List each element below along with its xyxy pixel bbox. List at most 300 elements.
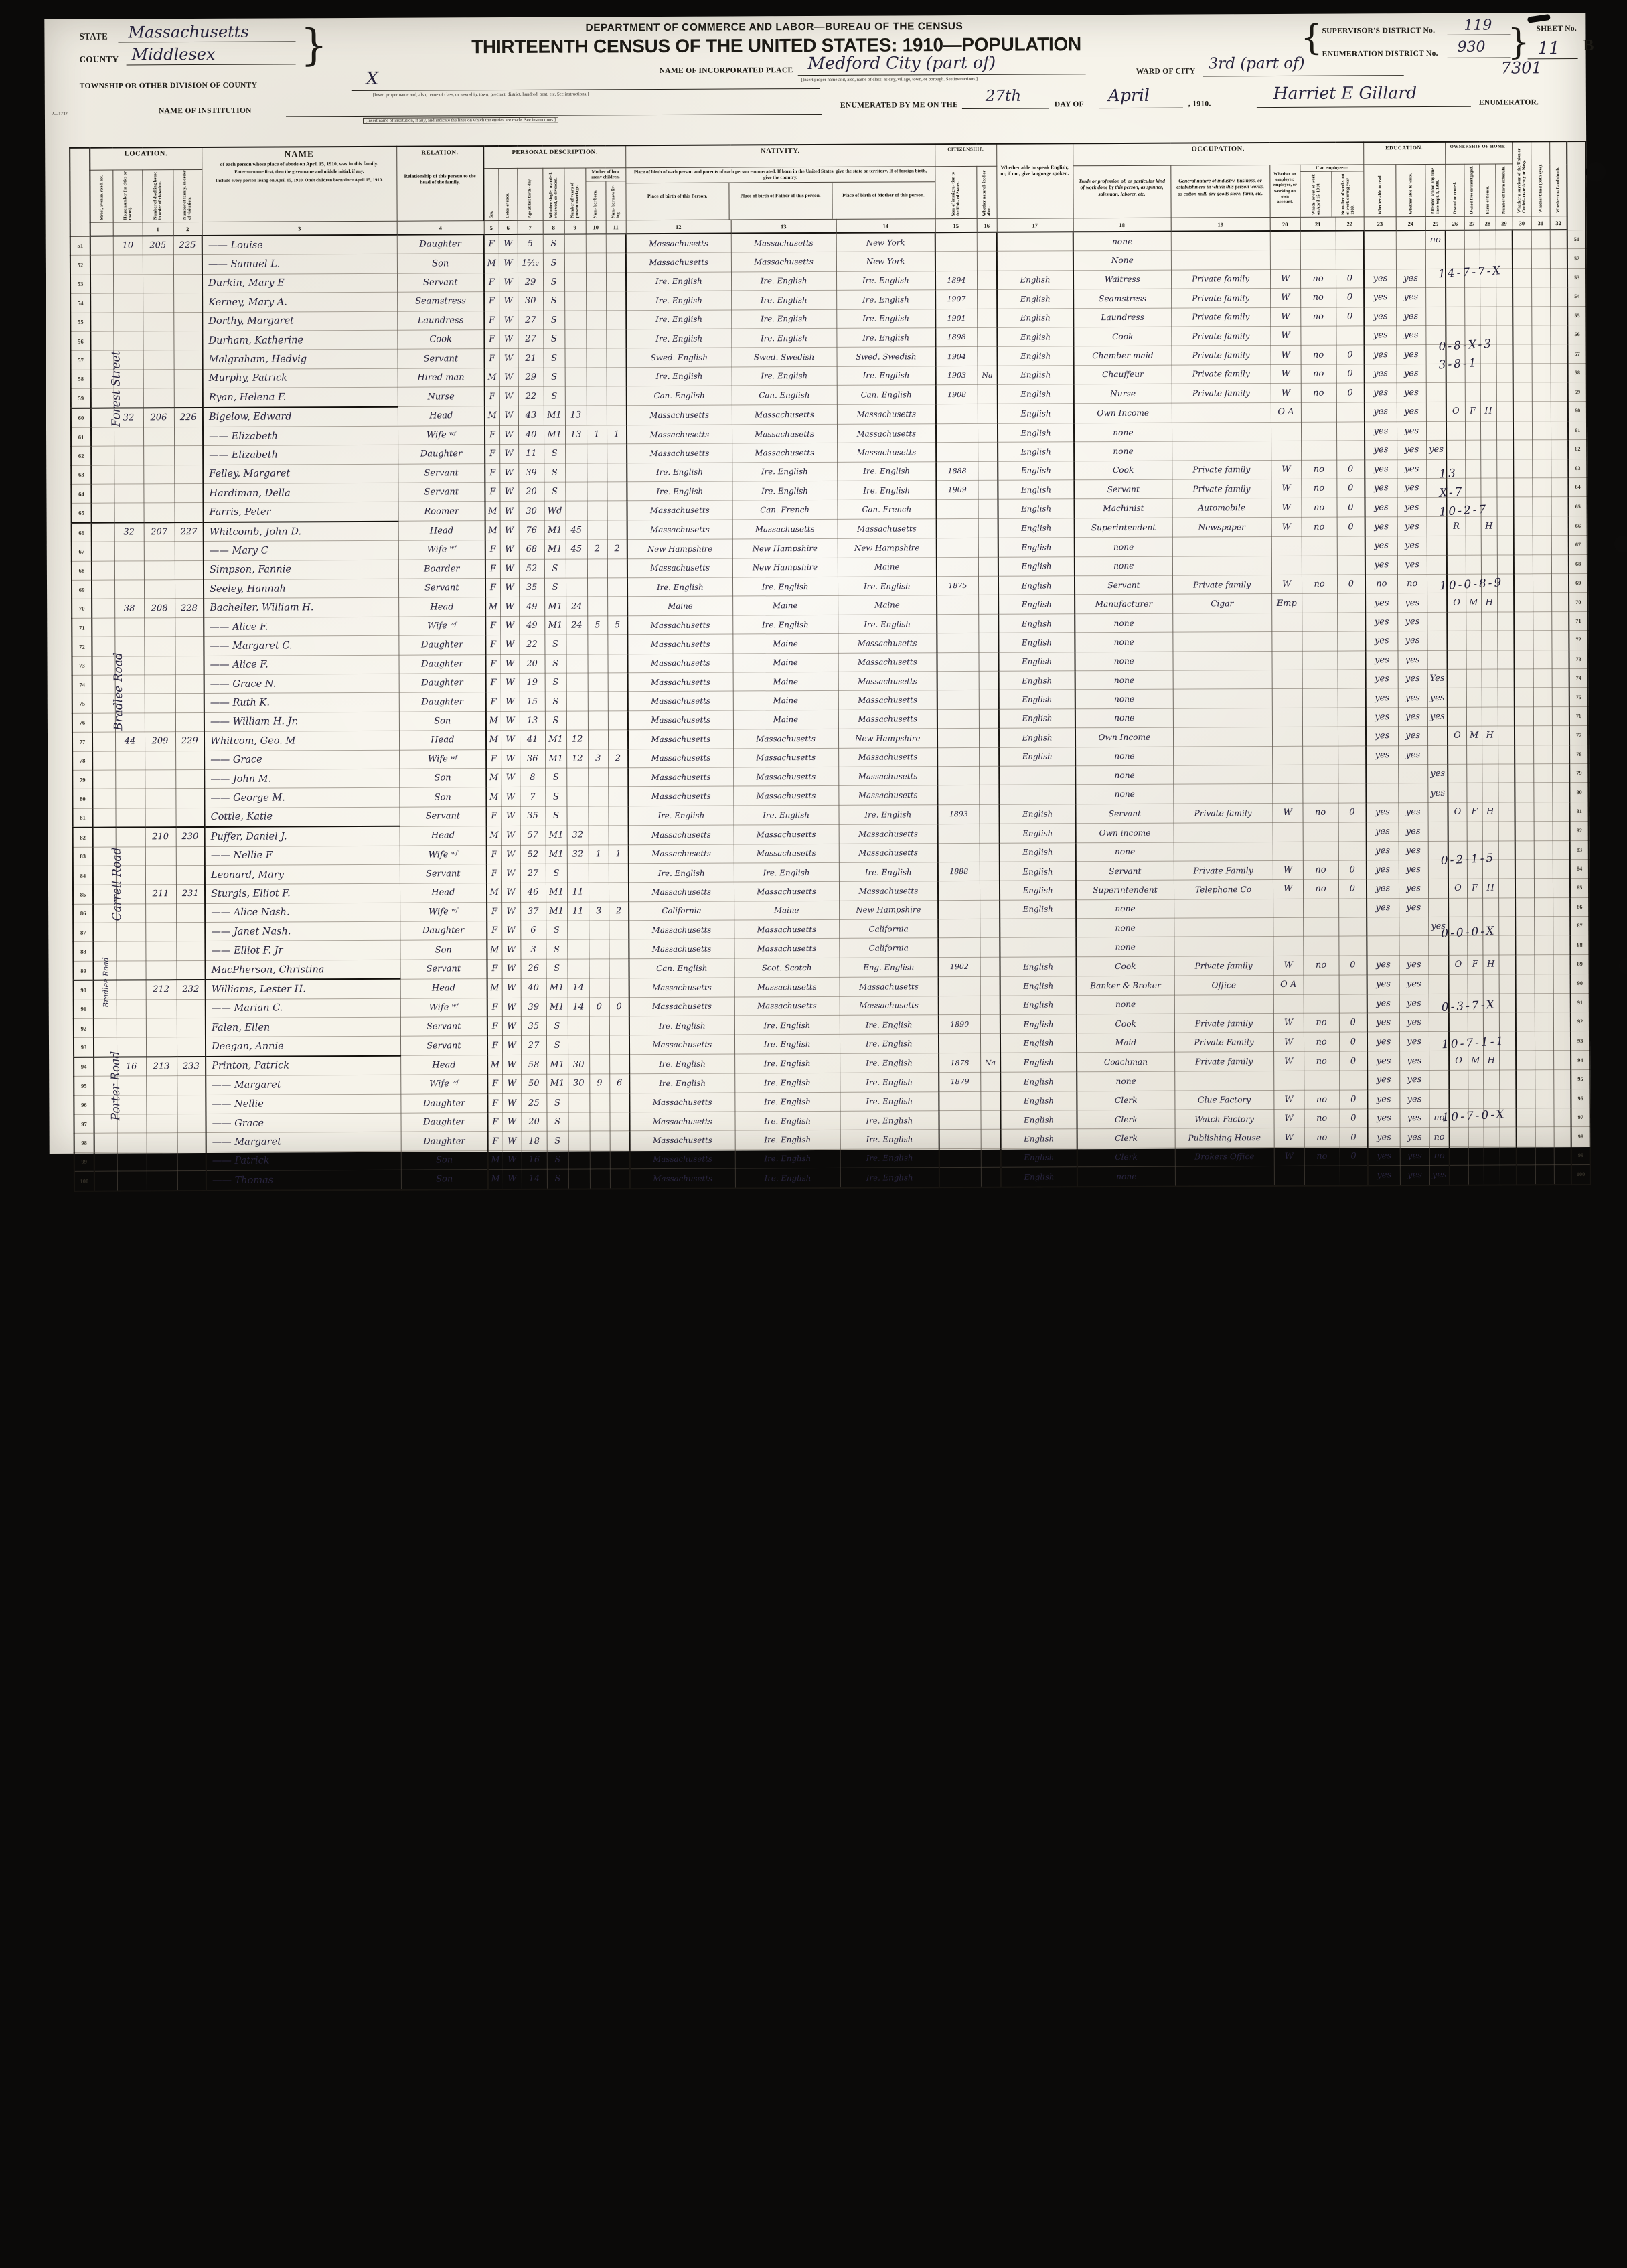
cell-birthplace — [609, 1055, 629, 1074]
cell-birthplace_mother: Massachusetts — [734, 977, 840, 997]
cell-house — [92, 522, 114, 542]
cell-english — [980, 996, 1000, 1015]
column-number-31: 31 — [1531, 216, 1550, 230]
cell-margin_note: H — [1482, 879, 1498, 897]
cell-english — [978, 595, 998, 615]
cell-occupation: English — [998, 633, 1075, 652]
cell-margin_note — [1535, 1146, 1554, 1165]
cell-english — [979, 709, 999, 729]
cell-age: W — [499, 406, 518, 425]
cell-english — [980, 900, 1000, 919]
cell-margin_note — [1484, 1127, 1500, 1146]
cell-school: yes — [1399, 841, 1428, 860]
cell-margin_note: 54 — [1567, 287, 1586, 307]
cell-margin_note — [1515, 745, 1533, 764]
cell-line: 85 — [73, 885, 93, 904]
cell-margin_note — [1551, 344, 1568, 364]
cell-sex: Servant — [400, 959, 487, 978]
cell-family: 213 — [146, 1057, 177, 1076]
cell-farm — [1468, 1089, 1483, 1108]
cell-marital: 14 — [522, 1169, 547, 1189]
cell-age: W — [499, 329, 518, 349]
cell-margin_note — [1482, 669, 1498, 688]
cell-read: 0 — [1340, 1128, 1368, 1147]
cell-name — [174, 388, 203, 408]
cell-house — [92, 770, 115, 789]
cell-mortgage — [1450, 1128, 1468, 1147]
dwelling-number-column-header: Number of dwelling house in order of visitation. — [142, 170, 173, 222]
cell-line: 61 — [71, 427, 91, 447]
cell-birthplace — [607, 597, 627, 616]
deaf-column-header: Whether deaf and dumb. — [1549, 141, 1567, 216]
cell-naturalized — [937, 614, 978, 633]
cell-birthplace_father: Massachusetts — [629, 844, 734, 864]
sheet-value: 11 — [1537, 38, 1560, 59]
cell-sex: Son — [401, 1170, 488, 1189]
ward-value: 3rd (part of) — [1208, 54, 1305, 73]
cell-margin_note — [1480, 307, 1496, 325]
cell-sex: Servant — [400, 806, 487, 826]
cell-mortgage — [1450, 1146, 1468, 1166]
read-column-header: Whether able to read. — [1363, 165, 1395, 217]
cell-relation: Dorthy, Margaret — [202, 311, 397, 331]
cell-children_living — [588, 654, 608, 673]
cell-industry: Superintendent — [1076, 880, 1174, 899]
cell-color: F — [485, 425, 499, 444]
cell-immigration_year: New York — [836, 252, 935, 271]
cell-margin_note — [1535, 1108, 1554, 1128]
cell-margin_note — [1553, 974, 1571, 993]
cell-margin_note — [1534, 917, 1553, 936]
cell-name — [173, 293, 202, 313]
cell-birthplace — [607, 520, 627, 540]
cell-family — [145, 770, 175, 789]
cell-birthplace_father: Massachusetts — [627, 558, 732, 578]
cell-margin_note — [1552, 726, 1569, 745]
cell-sex: Daughter — [399, 692, 486, 712]
cell-employer: Watch Factory — [1175, 1109, 1274, 1128]
cell-employer: Telephone Co — [1174, 880, 1273, 899]
cell-name — [175, 542, 204, 561]
cell-marital: 21 — [518, 349, 544, 368]
cell-immigration_year: Ire. English — [840, 1053, 939, 1073]
cell-farm — [1468, 1070, 1483, 1089]
cell-birthplace: 1 — [609, 844, 629, 864]
cell-children_born — [567, 864, 589, 883]
cell-write: yes — [1365, 383, 1397, 402]
cell-read — [1339, 975, 1367, 994]
cell-dwelling — [114, 503, 143, 522]
cell-mortgage — [1450, 1165, 1468, 1185]
cell-out_of_work — [1272, 784, 1302, 804]
cell-name — [173, 350, 202, 370]
cell-birthplace_father: Massachusetts — [628, 729, 733, 749]
cell-marital: 15 — [520, 692, 545, 712]
cell-line: 83 — [73, 847, 93, 866]
cell-read: 0 — [1336, 269, 1364, 289]
cell-children_born — [565, 444, 587, 463]
cell-age: W — [501, 940, 520, 960]
cell-birthplace_mother: Ire. English — [734, 1073, 840, 1093]
cell-birthplace — [610, 1131, 630, 1150]
cell-industry: Servant — [1076, 861, 1174, 881]
cell-house — [93, 828, 116, 847]
cell-margin_note — [1498, 898, 1515, 917]
cell-color: F — [485, 387, 499, 406]
cell-years_married: Wd — [544, 502, 566, 521]
cell-margin_note: 66 — [1569, 516, 1587, 536]
cell-weeks_out — [1303, 842, 1338, 861]
cell-immigration_year: Massachusetts — [838, 652, 937, 672]
cell-margin_note — [1515, 802, 1534, 822]
column-number-6: 6 — [499, 220, 518, 234]
cell-owned — [1427, 593, 1447, 613]
cell-birthplace — [607, 463, 627, 482]
cell-margin_note — [1496, 459, 1513, 478]
cell-employer: Private family — [1172, 364, 1271, 384]
cell-farm — [1466, 783, 1482, 802]
cell-school: yes — [1399, 955, 1429, 974]
cell-out_of_work: W — [1273, 1033, 1304, 1052]
cell-margin_note — [1515, 840, 1534, 860]
cell-mortgage — [1448, 898, 1467, 917]
cell-relation: —— Nellie F — [205, 846, 400, 866]
cell-years_married: S — [543, 311, 564, 330]
cell-school: yes — [1397, 631, 1427, 651]
cell-margin_note — [1497, 612, 1514, 631]
cell-weeks_out: no — [1302, 498, 1337, 518]
cell-margin_note — [1480, 364, 1496, 382]
cell-age: W — [501, 921, 520, 940]
cell-mortgage — [1446, 287, 1464, 307]
cell-sex: Son — [397, 254, 484, 273]
cell-margin_note — [1496, 230, 1513, 249]
cell-farm — [1466, 707, 1482, 726]
cell-house — [92, 618, 114, 637]
cell-children_living — [587, 558, 607, 578]
cell-weeks_out — [1302, 594, 1337, 613]
cell-english — [978, 423, 998, 443]
cell-birthplace_mother: Massachusetts — [733, 729, 838, 748]
cell-write: yes — [1365, 555, 1397, 575]
cell-weeks_out: no — [1303, 879, 1338, 899]
cell-margin_note — [1497, 631, 1514, 650]
cell-weeks_out: no — [1301, 460, 1336, 479]
cell-birthplace_father: Swed. English — [627, 348, 732, 367]
cell-immigration_year: Massachusetts — [838, 690, 937, 710]
cell-margin_note — [1514, 516, 1533, 536]
cell-occupation — [999, 785, 1075, 804]
cell-marital: 41 — [520, 730, 545, 749]
cell-house — [94, 1171, 117, 1191]
cell-margin_note — [1480, 287, 1496, 306]
cell-years_married: S — [544, 559, 566, 579]
cell-children_born — [565, 482, 587, 502]
cell-margin_note — [1480, 440, 1496, 459]
cell-weeks_out — [1303, 917, 1338, 937]
cell-english — [980, 957, 1000, 976]
cell-occupation — [997, 232, 1073, 251]
cell-birthplace — [610, 1169, 630, 1189]
cell-weeks_out — [1302, 708, 1338, 727]
street-name-porter-road: Porter Road — [108, 1051, 123, 1121]
cell-birthplace — [606, 329, 626, 349]
cell-house — [92, 542, 114, 561]
cell-line: 79 — [72, 770, 92, 789]
cell-house — [93, 923, 116, 942]
cell-immigration_year: Massachusetts — [839, 824, 938, 844]
cell-relation: Bacheller, William H. — [204, 598, 398, 618]
cell-margin_note: 53 — [1567, 268, 1586, 287]
cell-weeks_out — [1302, 651, 1338, 670]
cell-naturalized: 1903 — [936, 366, 978, 385]
cell-name — [175, 637, 204, 656]
cell-name — [177, 1114, 206, 1133]
cell-marital: 52 — [520, 845, 546, 864]
cell-out_of_work: W — [1271, 479, 1301, 498]
cell-color: F — [485, 349, 499, 368]
cell-out_of_work: W — [1273, 803, 1303, 822]
cell-margin_note — [1498, 669, 1515, 688]
cell-line: 75 — [72, 694, 92, 714]
cell-naturalized: 1902 — [939, 957, 980, 976]
cell-industry: Maid — [1077, 1033, 1174, 1053]
cell-children_living — [586, 291, 606, 311]
cell-line: 71 — [72, 618, 92, 637]
cell-margin_note — [1553, 917, 1570, 936]
cell-school: yes — [1399, 1032, 1429, 1051]
cell-family — [147, 1133, 177, 1152]
cell-read — [1338, 688, 1366, 708]
cell-margin_note — [1535, 935, 1553, 955]
cell-margin_note — [1482, 935, 1498, 954]
cell-birthplace_father: Massachusetts — [628, 710, 733, 730]
cell-dwelling — [115, 789, 145, 808]
cell-color: F — [485, 483, 499, 502]
cell-farm: M — [1466, 593, 1481, 612]
cell-margin_note — [1500, 1165, 1517, 1185]
cell-margin_note — [1516, 1031, 1535, 1051]
cell-employer — [1174, 822, 1273, 842]
nativity-group-header: NATIVITY. — [625, 144, 935, 168]
cell-margin_note — [1554, 1108, 1571, 1128]
cell-margin_note: 84 — [1570, 859, 1589, 879]
cell-margin_note — [1513, 402, 1532, 421]
cell-naturalized — [936, 404, 978, 423]
cell-line: 69 — [72, 580, 92, 599]
cell-color: F — [487, 806, 501, 826]
cell-margin_note — [1513, 325, 1532, 345]
cell-school — [1396, 230, 1425, 250]
cell-age: W — [499, 368, 518, 387]
cell-margin_note — [1513, 230, 1531, 249]
cell-industry: none — [1076, 899, 1174, 919]
cell-birthplace_father: Ire. English — [626, 291, 731, 310]
cell-name — [176, 960, 205, 980]
cell-family — [147, 1171, 177, 1191]
cell-read — [1336, 422, 1365, 441]
cell-family: 210 — [145, 827, 176, 846]
cell-color: M — [485, 521, 500, 540]
column-number-11: 11 — [606, 220, 626, 234]
cell-sex: Head — [400, 1055, 487, 1075]
column-number-10: 10 — [586, 220, 606, 234]
cell-children_living — [589, 806, 609, 826]
cell-occupation: English — [1000, 957, 1077, 976]
cell-english — [981, 1110, 1001, 1130]
cell-farm — [1465, 440, 1480, 459]
cell-margin_note — [1483, 1070, 1499, 1089]
cell-children_born — [566, 654, 588, 674]
county-value: Middlesex — [131, 44, 216, 64]
cell-farm — [1464, 287, 1480, 306]
cell-school: yes — [1397, 517, 1427, 536]
cell-children_living — [587, 368, 607, 387]
cell-margin_note — [1551, 363, 1568, 382]
cell-out_of_work — [1273, 899, 1303, 918]
cell-mortgage — [1449, 1070, 1468, 1089]
cell-owned — [1425, 250, 1446, 269]
cell-children_living — [586, 329, 606, 349]
cell-employer — [1174, 1071, 1273, 1091]
cell-age: W — [503, 1132, 522, 1151]
cell-naturalized — [937, 538, 978, 558]
cell-family — [145, 808, 175, 827]
cell-read — [1336, 230, 1364, 250]
cell-margin_note — [1483, 974, 1499, 994]
cell-margin_note — [1553, 897, 1570, 917]
cell-birthplace_father: Ire. English — [626, 310, 731, 329]
cell-house — [90, 255, 113, 275]
cell-english — [979, 785, 999, 805]
cell-children_born — [566, 559, 587, 579]
cell-industry: Nurse — [1074, 384, 1172, 404]
name-column-header: NAME of each person whose place of abode on April 15, 1910, was in this family. Enter surname first, then the given name and middle initial, if any. Include every person living on April 15, 1910. Omit children born since April 15, 1910. — [202, 147, 396, 222]
cell-family — [147, 1152, 177, 1171]
cell-birthplace: 2 — [608, 749, 628, 768]
cell-years_married: M1 — [544, 616, 566, 635]
census-title: THIRTEENTH CENSUS OF THE UNITED STATES: 1910—POPULATION — [471, 33, 1081, 58]
cell-birthplace_mother: Ire. English — [732, 615, 838, 634]
cell-mortgage — [1448, 707, 1466, 727]
cell-years_married: S — [547, 1131, 568, 1150]
cell-sex: Wife ʷᶠ — [399, 749, 486, 769]
cell-children_born — [566, 673, 588, 692]
cell-margin_note — [1533, 574, 1551, 593]
cell-sex: Roomer — [398, 502, 485, 521]
cell-naturalized — [935, 232, 977, 252]
cell-family — [146, 1114, 177, 1134]
cell-write: yes — [1368, 1128, 1400, 1147]
cell-occupation: English — [998, 404, 1074, 423]
cell-marital: 26 — [521, 959, 546, 978]
cell-margin_note — [1496, 440, 1513, 459]
cell-birthplace_mother: Maine — [732, 634, 838, 654]
cell-industry: Waitress — [1073, 270, 1171, 289]
cell-children_living — [589, 864, 609, 883]
cell-owned — [1429, 974, 1449, 994]
cell-line: 57 — [70, 351, 90, 370]
cell-line: 70 — [72, 599, 92, 619]
cell-name — [175, 560, 204, 580]
cell-name — [174, 427, 203, 446]
cell-birthplace_father: Massachusetts — [629, 920, 734, 939]
cell-employer: Private Family — [1174, 860, 1273, 880]
cell-birthplace_father: Massachusetts — [626, 234, 731, 254]
cell-employer: Private family — [1174, 956, 1273, 976]
cell-occupation: English — [998, 595, 1075, 614]
cell-out_of_work — [1272, 708, 1302, 727]
cell-birthplace — [606, 272, 626, 291]
cell-margin_note — [1498, 879, 1515, 897]
cell-children_living — [589, 939, 609, 959]
cell-margin_note: H — [1480, 402, 1496, 421]
cell-birthplace_mother: Massachusetts — [734, 844, 839, 863]
enumerator-name: Harriet E Gillard — [1273, 83, 1417, 103]
cell-employer: Private family — [1174, 1014, 1273, 1033]
cell-line: 52 — [70, 256, 90, 275]
cell-occupation: English — [997, 271, 1073, 290]
cell-read — [1337, 536, 1365, 556]
cell-birthplace_mother: Massachusetts — [731, 252, 836, 272]
enumeration-district-label: ENUMERATION DISTRICT No. — [1322, 49, 1438, 58]
state-value: Massachusetts — [128, 22, 249, 42]
cell-read: 0 — [1339, 1089, 1367, 1109]
cell-owned — [1428, 879, 1448, 899]
cell-occupation: English — [1001, 1148, 1077, 1168]
cell-occupation: English — [1001, 1110, 1077, 1130]
cell-years_married: S — [546, 864, 567, 883]
cell-line: 54 — [70, 293, 90, 313]
margin-note-row-99: 10-7-0-X — [1442, 1108, 1506, 1125]
cell-mortgage — [1448, 650, 1466, 670]
cell-birthplace — [609, 1093, 629, 1112]
cell-sex: Wife ʷᶠ — [398, 540, 485, 560]
cell-immigration_year: California — [839, 919, 938, 939]
cell-birthplace: 1 — [607, 425, 627, 445]
place-note: [Insert proper name and, also, name of class, as city, village, town, or borough. See instructions.] — [801, 76, 978, 83]
cell-immigration_year: Ire. English — [837, 481, 936, 500]
cell-occupation — [999, 766, 1075, 785]
cell-birthplace_mother: Maine — [733, 710, 838, 729]
cell-margin_note: 83 — [1570, 840, 1589, 860]
cell-english — [980, 843, 1000, 862]
cell-margin_note — [1517, 1127, 1535, 1146]
cell-read — [1336, 402, 1365, 422]
cell-age: W — [499, 387, 518, 406]
cell-name: 227 — [175, 522, 204, 542]
cell-line: 64 — [71, 484, 91, 504]
cell-years_married: S — [546, 940, 567, 960]
education-group-header: EDUCATION. — [1363, 142, 1445, 165]
cell-school: yes — [1397, 498, 1427, 517]
cell-line: 87 — [73, 923, 93, 942]
cell-children_born — [566, 711, 588, 731]
cell-weeks_out — [1303, 899, 1338, 918]
cell-years_married: S — [544, 578, 566, 597]
cell-weeks_out — [1304, 1166, 1340, 1185]
cell-read: 0 — [1338, 879, 1367, 899]
cell-naturalized — [936, 423, 978, 443]
cell-employer — [1173, 765, 1272, 784]
column-number-8: 8 — [543, 220, 564, 234]
cell-birthplace_mother: Maine — [734, 901, 839, 920]
cell-margin_note — [1498, 688, 1515, 706]
cell-margin_note — [1498, 802, 1515, 822]
cell-weeks_out — [1302, 631, 1337, 651]
cell-immigration_year: Ire. English — [838, 615, 937, 634]
cell-read — [1337, 593, 1365, 613]
